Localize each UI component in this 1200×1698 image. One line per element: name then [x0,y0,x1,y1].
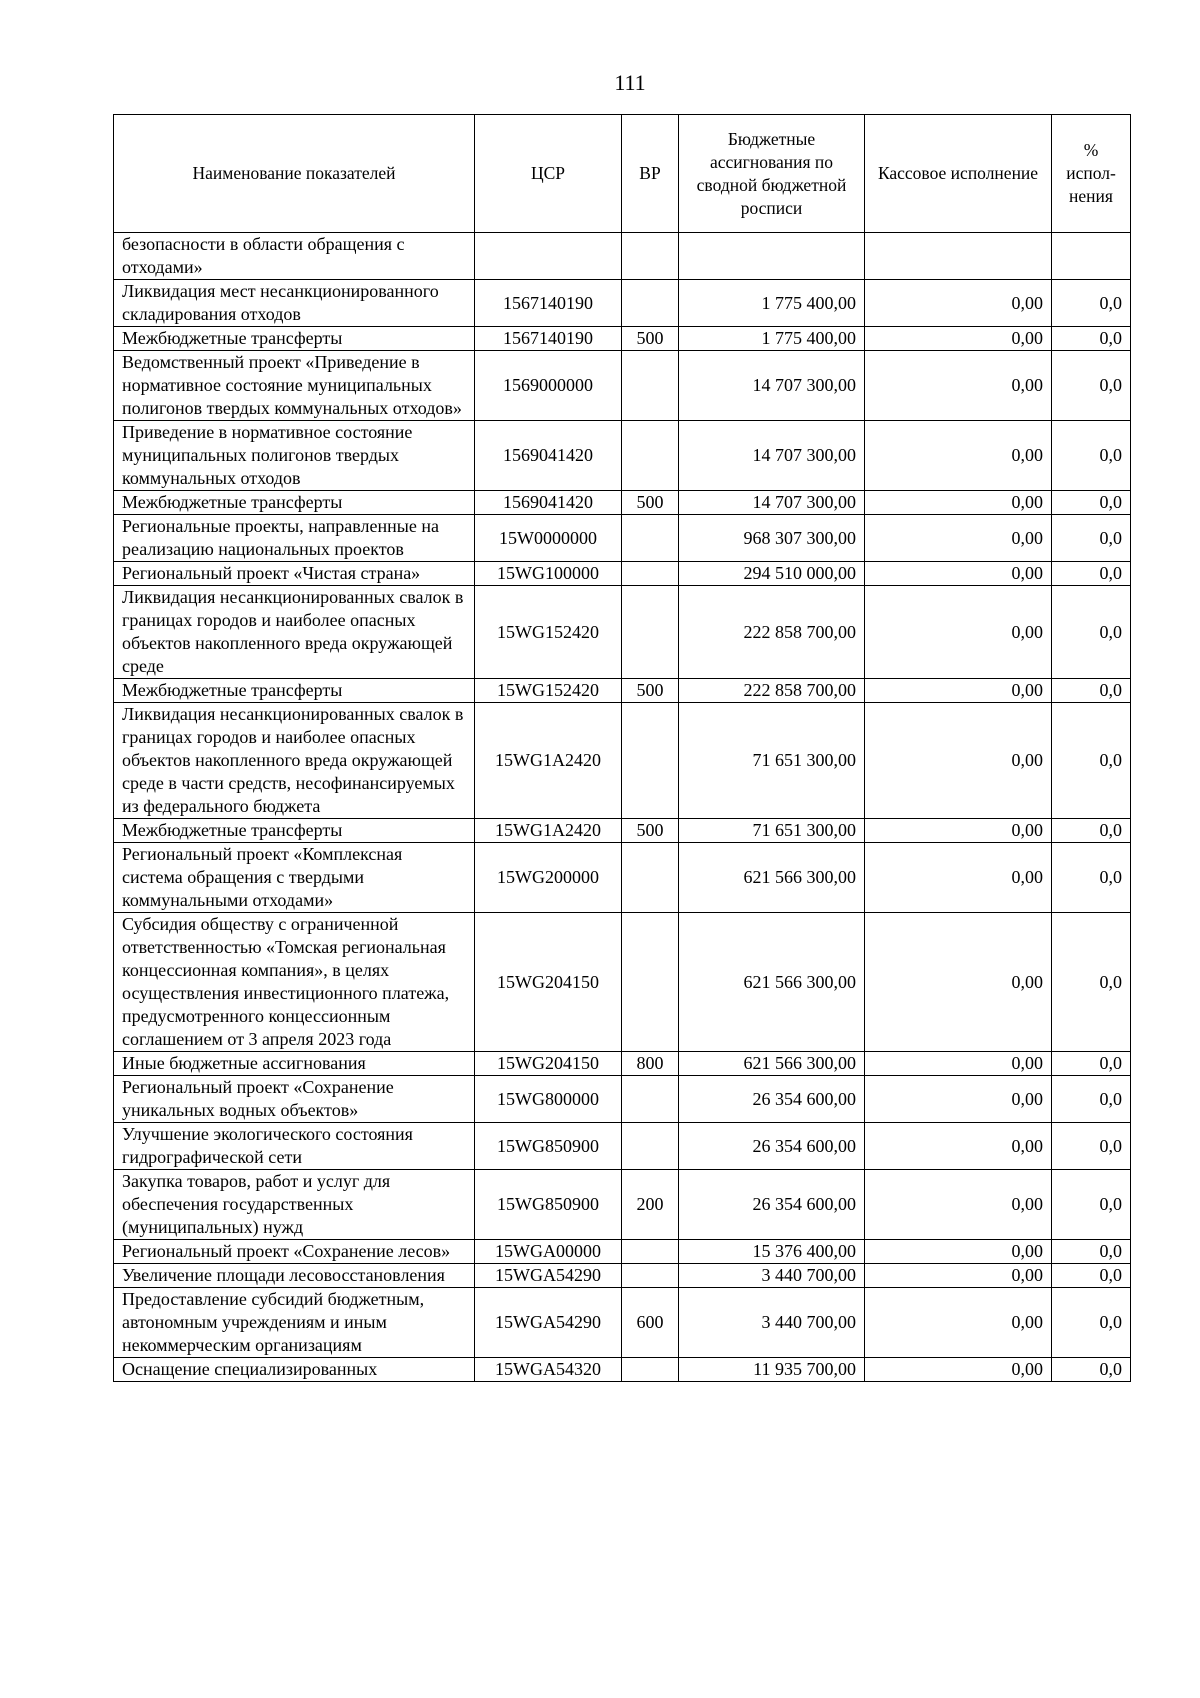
cell-percent-execution: 0,0 [1052,1264,1131,1288]
table-row [114,1288,1131,1358]
cell-name: Увеличение площади лесовосстановления [114,1264,475,1288]
cell-percent-execution: 0,0 [1052,1288,1131,1358]
table-row [114,819,1131,843]
cell-vr [622,913,679,1052]
cell-assignments: 968 307 300,00 [679,515,865,562]
cell-percent-execution: 0,0 [1052,351,1131,421]
cell-assignments: 71 651 300,00 [679,703,865,819]
table-row [114,1052,1131,1076]
cell-csr: 15WG200000 [475,843,622,913]
cell-vr: 500 [622,327,679,351]
cell-percent-execution: 0,0 [1052,1076,1131,1123]
table-row [114,843,1131,913]
cell-csr: 1567140190 [475,327,622,351]
cell-csr: 1569000000 [475,351,622,421]
cell-csr: 15WG1A2420 [475,703,622,819]
table-row [114,233,1131,280]
cell-cash-execution: 0,00 [865,586,1052,679]
cell-percent-execution: 0,0 [1052,1170,1131,1240]
cell-percent-execution: 0,0 [1052,586,1131,679]
cell-assignments: 222 858 700,00 [679,586,865,679]
cell-percent-execution: 0,0 [1052,515,1131,562]
cell-name: Региональный проект «Комплексная система обращения с твердыми коммунальными отходами» [114,843,475,913]
cell-assignments [679,233,865,280]
cell-csr: 15WGA54290 [475,1288,622,1358]
cell-vr [622,843,679,913]
cell-assignments: 71 651 300,00 [679,819,865,843]
cell-assignments: 14 707 300,00 [679,421,865,491]
cell-csr: 15WG800000 [475,1076,622,1123]
table-row [114,913,1131,1052]
cell-vr [622,586,679,679]
cell-percent-execution: 0,0 [1052,1123,1131,1170]
cell-assignments: 3 440 700,00 [679,1288,865,1358]
cell-name: Межбюджетные трансферты [114,679,475,703]
cell-cash-execution [865,233,1052,280]
table-header-row [114,115,1131,233]
cell-name: Приведение в нормативное состояние муниципальных полигонов твердых коммунальных отходов [114,421,475,491]
cell-name: Иные бюджетные ассигнования [114,1052,475,1076]
cell-percent-execution: 0,0 [1052,1240,1131,1264]
cell-percent-execution: 0,0 [1052,679,1131,703]
cell-assignments: 294 510 000,00 [679,562,865,586]
cell-csr: 15WG204150 [475,913,622,1052]
cell-percent-execution: 0,0 [1052,703,1131,819]
cell-name: Субсидия обществу с ограниченной ответственностью «Томская региональная концессионная компания», в целях осуществления инвестиционного платежа, предусмотренного концессионным соглашением от 3 апреля 2023 года [114,913,475,1052]
table-row [114,421,1131,491]
cell-cash-execution: 0,00 [865,1264,1052,1288]
cell-vr [622,280,679,327]
header-percent-execution: % испол-нения [1052,115,1131,233]
cell-percent-execution: 0,0 [1052,491,1131,515]
cell-name: Предоставление субсидий бюджетным, автономным учреждениям и иным некоммерческим организациям [114,1288,475,1358]
cell-name: Межбюджетные трансферты [114,819,475,843]
cell-assignments: 1 775 400,00 [679,280,865,327]
cell-assignments: 1 775 400,00 [679,327,865,351]
cell-name: Улучшение экологического состояния гидрографической сети [114,1123,475,1170]
cell-csr: 15WG850900 [475,1170,622,1240]
cell-vr [622,1358,679,1382]
cell-assignments: 621 566 300,00 [679,1052,865,1076]
cell-percent-execution: 0,0 [1052,1358,1131,1382]
cell-csr: 15WGA54290 [475,1264,622,1288]
table-row [114,327,1131,351]
table-row [114,562,1131,586]
cell-name: безопасности в области обращения с отходами» [114,233,475,280]
cell-cash-execution: 0,00 [865,515,1052,562]
table-row [114,1240,1131,1264]
cell-csr: 1569041420 [475,421,622,491]
header-csr: ЦСР [475,115,622,233]
cell-assignments: 26 354 600,00 [679,1123,865,1170]
table-row [114,703,1131,819]
cell-vr: 200 [622,1170,679,1240]
cell-cash-execution: 0,00 [865,843,1052,913]
cell-csr: 15WG152420 [475,679,622,703]
cell-assignments: 26 354 600,00 [679,1170,865,1240]
header-name: Наименование показателей [114,115,475,233]
cell-csr: 15WG204150 [475,1052,622,1076]
cell-csr: 15WG1A2420 [475,819,622,843]
cell-assignments: 222 858 700,00 [679,679,865,703]
cell-cash-execution: 0,00 [865,327,1052,351]
cell-csr: 15WGA00000 [475,1240,622,1264]
cell-assignments: 621 566 300,00 [679,843,865,913]
cell-name: Ликвидация мест несанкционированного складирования отходов [114,280,475,327]
cell-csr [475,233,622,280]
cell-name: Региональные проекты, направленные на реализацию национальных проектов [114,515,475,562]
cell-vr [622,703,679,819]
cell-cash-execution: 0,00 [865,1052,1052,1076]
cell-csr: 1567140190 [475,280,622,327]
cell-percent-execution: 0,0 [1052,280,1131,327]
cell-cash-execution: 0,00 [865,703,1052,819]
table-row [114,1358,1131,1382]
table-row [114,351,1131,421]
cell-csr: 15W0000000 [475,515,622,562]
cell-vr: 500 [622,679,679,703]
cell-name: Ликвидация несанкционированных свалок в границах городов и наиболее опасных объектов накопленного вреда окружающей среде [114,586,475,679]
cell-cash-execution: 0,00 [865,280,1052,327]
table-row [114,1264,1131,1288]
cell-name: Межбюджетные трансферты [114,327,475,351]
cell-percent-execution [1052,233,1131,280]
cell-name: Региональный проект «Сохранение лесов» [114,1240,475,1264]
table-row [114,515,1131,562]
cell-vr: 500 [622,819,679,843]
cell-assignments: 3 440 700,00 [679,1264,865,1288]
cell-vr [622,1123,679,1170]
cell-cash-execution: 0,00 [865,679,1052,703]
cell-csr: 15WG850900 [475,1123,622,1170]
cell-percent-execution: 0,0 [1052,913,1131,1052]
cell-vr: 500 [622,491,679,515]
cell-assignments: 621 566 300,00 [679,913,865,1052]
cell-percent-execution: 0,0 [1052,421,1131,491]
cell-cash-execution: 0,00 [865,819,1052,843]
budget-table [113,114,1131,1382]
cell-name: Региональный проект «Чистая страна» [114,562,475,586]
cell-vr [622,233,679,280]
cell-vr [622,1240,679,1264]
cell-csr: 1569041420 [475,491,622,515]
cell-csr: 15WG100000 [475,562,622,586]
cell-csr: 15WGA54320 [475,1358,622,1382]
cell-vr: 600 [622,1288,679,1358]
cell-cash-execution: 0,00 [865,351,1052,421]
cell-cash-execution: 0,00 [865,1123,1052,1170]
cell-vr [622,1076,679,1123]
cell-percent-execution: 0,0 [1052,327,1131,351]
cell-vr [622,515,679,562]
cell-vr [622,562,679,586]
header-vr: ВР [622,115,679,233]
cell-cash-execution: 0,00 [865,1358,1052,1382]
cell-cash-execution: 0,00 [865,1076,1052,1123]
cell-percent-execution: 0,0 [1052,843,1131,913]
cell-cash-execution: 0,00 [865,1240,1052,1264]
cell-percent-execution: 0,0 [1052,1052,1131,1076]
cell-name: Ведомственный проект «Приведение в нормативное состояние муниципальных полигонов твердых коммунальных отходов» [114,351,475,421]
cell-cash-execution: 0,00 [865,421,1052,491]
cell-vr [622,421,679,491]
cell-percent-execution: 0,0 [1052,819,1131,843]
table-row [114,679,1131,703]
cell-name: Региональный проект «Сохранение уникальных водных объектов» [114,1076,475,1123]
table-row [114,1123,1131,1170]
cell-cash-execution: 0,00 [865,562,1052,586]
table-row [114,1170,1131,1240]
cell-vr [622,351,679,421]
cell-assignments: 15 376 400,00 [679,1240,865,1264]
cell-name: Закупка товаров, работ и услуг для обеспечения государственных (муниципальных) нужд [114,1170,475,1240]
table-row [114,1076,1131,1123]
cell-assignments: 14 707 300,00 [679,491,865,515]
table-row [114,586,1131,679]
table-row [114,280,1131,327]
cell-name: Ликвидация несанкционированных свалок в границах городов и наиболее опасных объектов накопленного вреда окружающей среде в части средств, несофинансируемых из федерального бюджета [114,703,475,819]
table-row [114,491,1131,515]
cell-assignments: 26 354 600,00 [679,1076,865,1123]
cell-cash-execution: 0,00 [865,1170,1052,1240]
header-cash-execution: Кассовое исполнение [865,115,1052,233]
cell-vr [622,1264,679,1288]
cell-assignments: 11 935 700,00 [679,1358,865,1382]
page-number: 111 [614,70,646,95]
cell-cash-execution: 0,00 [865,1288,1052,1358]
cell-assignments: 14 707 300,00 [679,351,865,421]
cell-vr: 800 [622,1052,679,1076]
cell-csr: 15WG152420 [475,586,622,679]
cell-cash-execution: 0,00 [865,491,1052,515]
cell-cash-execution: 0,00 [865,913,1052,1052]
cell-name: Оснащение специализированных [114,1358,475,1382]
cell-name: Межбюджетные трансферты [114,491,475,515]
header-assignments: Бюджетные ассигнования по сводной бюджетной росписи [679,115,865,233]
cell-percent-execution: 0,0 [1052,562,1131,586]
